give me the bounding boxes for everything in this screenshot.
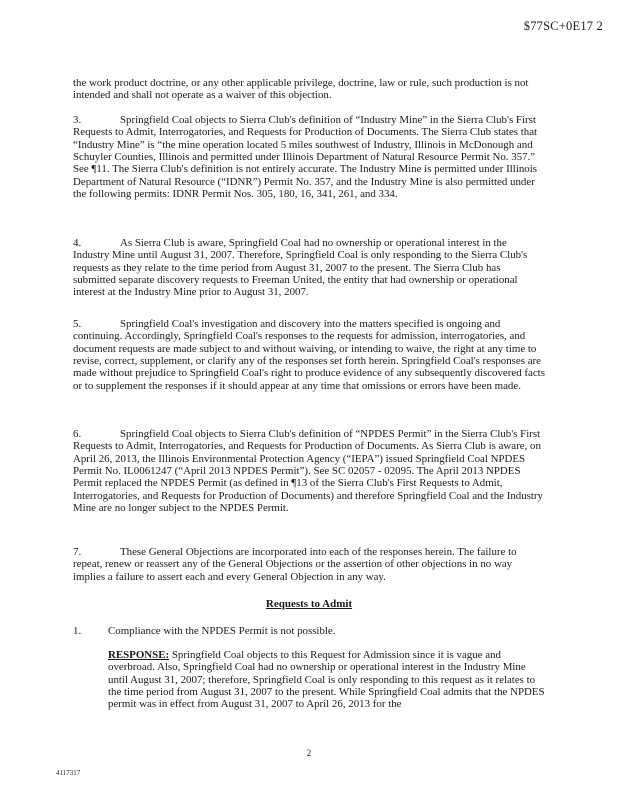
paragraph-text: These General Objections are incorporated into each of the responses herein. The failure to repeat, renew or reassert any of the General Objections or the assertion of other objections in no way implies a failure to assert each and every General Objection in any way.	[73, 546, 517, 583]
paragraph-number: 6.	[73, 428, 82, 440]
paragraph-4	[73, 237, 545, 299]
paragraph-number: 7.	[73, 546, 82, 558]
paragraph-text: Springfield Coal objects to Sierra Club's definition of “Industry Mine” in the Sierra Club's First Requests to Admit, Interrogatories, and Requests for Production of Documents. The Sierra Club states that “Industry Mine” is “the mine operation located 5 miles southwest of Industry, Illinois in McDonough and Schuyler Counties, Illinois and permitted under Illinois Department of Natural Resource Permit No. 357.” See ¶11. The Sierra Club's definition is not entirely accurate. The Industry Mine is permitted under Illinois Department of Natural Resource (“IDNR”) Permit No. 357, and the Industry Mine is also permitted under the following permits: IDNR Permit Nos. 305, 180, 16, 341, 261, and 334.	[73, 114, 538, 201]
paragraph-number: 5.	[73, 318, 82, 330]
paragraph-5	[73, 318, 545, 392]
paragraph-text: the work product doctrine, or any other applicable privilege, doctrine, law or rule, such production is not intended and shall not operate as a waiver of this objection.	[73, 77, 529, 102]
response-text: Springfield Coal objects to this Request for Admission since it is vague and overbroad. Also, Springfield Coal had no ownership or operational interest in the Industry Mine until August 31, 2007; therefore, Springfield Coal is only responding to this request as it relates to the time period from August 31, 2007 to the present. While Springfield Coal admits that the NPDES permit was in effect from August 31, 2007 to April 26, 2013 for the	[108, 649, 545, 711]
paragraph-number: 3.	[73, 114, 82, 126]
section-heading: Requests to Admit	[265, 598, 353, 610]
document-id: 4117317	[56, 769, 81, 777]
paragraph-text: Springfield Coal objects to Sierra Club's definition of “NPDES Permit” in the Sierra Club's First Requests to Admit, Interrogatories, and Requests for Production of Documents. As Sierra Club is aware, on April 26, 2013, the Illinois Environmental Protection Agency (“IEPA”) issued Springfield Coal NPDES Permit No. IL0061247 (“April 2013 NPDES Permit”). See SC 02057 - 02095. The April 2013 NPDES Permit replaced the NPDES Permit (as defined in ¶13 of the Sierra Club's First Requests to Admit, Interrogatories, and Requests for Production of Documents) and therefore Springfield Coal and the Industry Mine are no longer subject to the NPDES Permit.	[73, 428, 543, 515]
paragraph-3	[73, 114, 545, 200]
request-number: 1.	[73, 625, 82, 637]
page-number: 2	[306, 748, 312, 758]
paragraph-6	[73, 428, 545, 514]
paragraph-text: As Sierra Club is aware, Springfield Coal had no ownership or operational interest in the Industry Mine until August 31, 2007. Therefore, Springfield Coal is only responding to the Sierra Club's requests as they relate to the time period from August 31, 2007 to the present. The Sierra Club has submitted separate discovery requests to Freeman United, the entity that had ownership or operational interest at the Industry Mine prior to August 31, 2007.	[73, 237, 528, 299]
paragraph-number: 4.	[73, 237, 82, 249]
response-paragraph	[108, 649, 545, 711]
paragraph-continuation	[73, 77, 545, 102]
paragraph-text: Springfield Coal's investigation and discovery into the matters specified is ongoing and continuing. Accordingly, Springfield Coal's responses to the requests for admission, interrogatories, and document requests are made subject to and without waiving, or intending to waive, the right at any time to revise, correct, supplement, or clarify any of the responses set forth herein. Springfield Coal's responses are made without prejudice to Springfield Coal's right to produce evidence of any subsequently discovered facts or to supplement the responses if it should appear at any time that omissions or errors have been made.	[73, 318, 545, 392]
bates-number: $77SC+0E17 2	[523, 19, 603, 33]
request-text: Compliance with the NPDES Permit is not possible.	[108, 625, 336, 637]
response-label: RESPONSE:	[108, 649, 170, 661]
paragraph-7	[73, 546, 545, 583]
